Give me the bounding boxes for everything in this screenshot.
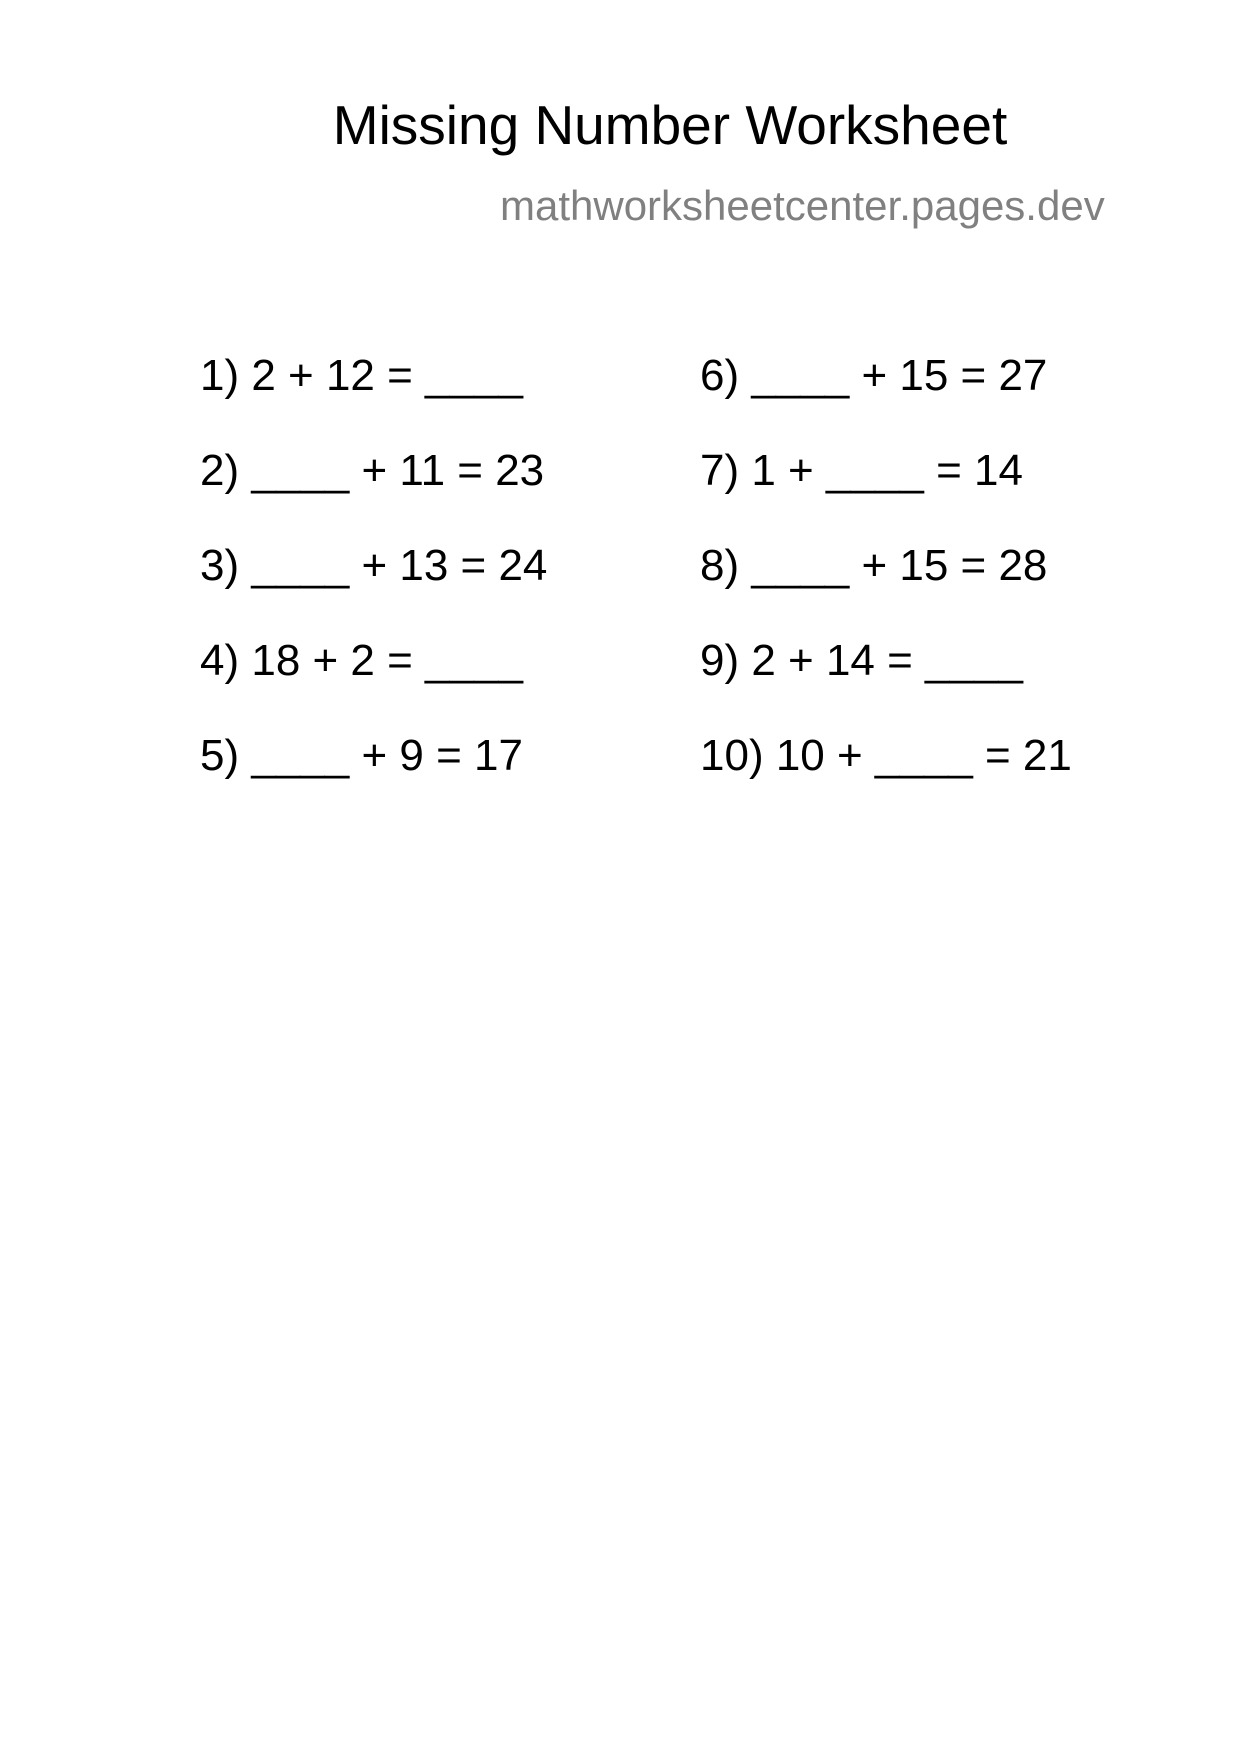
problem-6: 6) ____ + 15 = 27 bbox=[700, 351, 1048, 400]
problem-5: 5) ____ + 9 = 17 bbox=[200, 731, 523, 780]
problem-4: 4) 18 + 2 = ____ bbox=[200, 636, 523, 685]
problem-7: 7) 1 + ____ = 14 bbox=[700, 446, 1023, 495]
problem-9: 9) 2 + 14 = ____ bbox=[700, 636, 1023, 685]
problem-3: 3) ____ + 13 = 24 bbox=[200, 541, 548, 590]
problem-10: 10) 10 + ____ = 21 bbox=[700, 731, 1072, 780]
source-url: mathworksheetcenter.pages.dev bbox=[500, 182, 1105, 229]
problem-2: 2) ____ + 11 = 23 bbox=[200, 446, 545, 495]
problem-8: 8) ____ + 15 = 28 bbox=[700, 541, 1048, 590]
problem-1: 1) 2 + 12 = ____ bbox=[200, 351, 523, 400]
worksheet-title: Missing Number Worksheet bbox=[332, 94, 1008, 156]
